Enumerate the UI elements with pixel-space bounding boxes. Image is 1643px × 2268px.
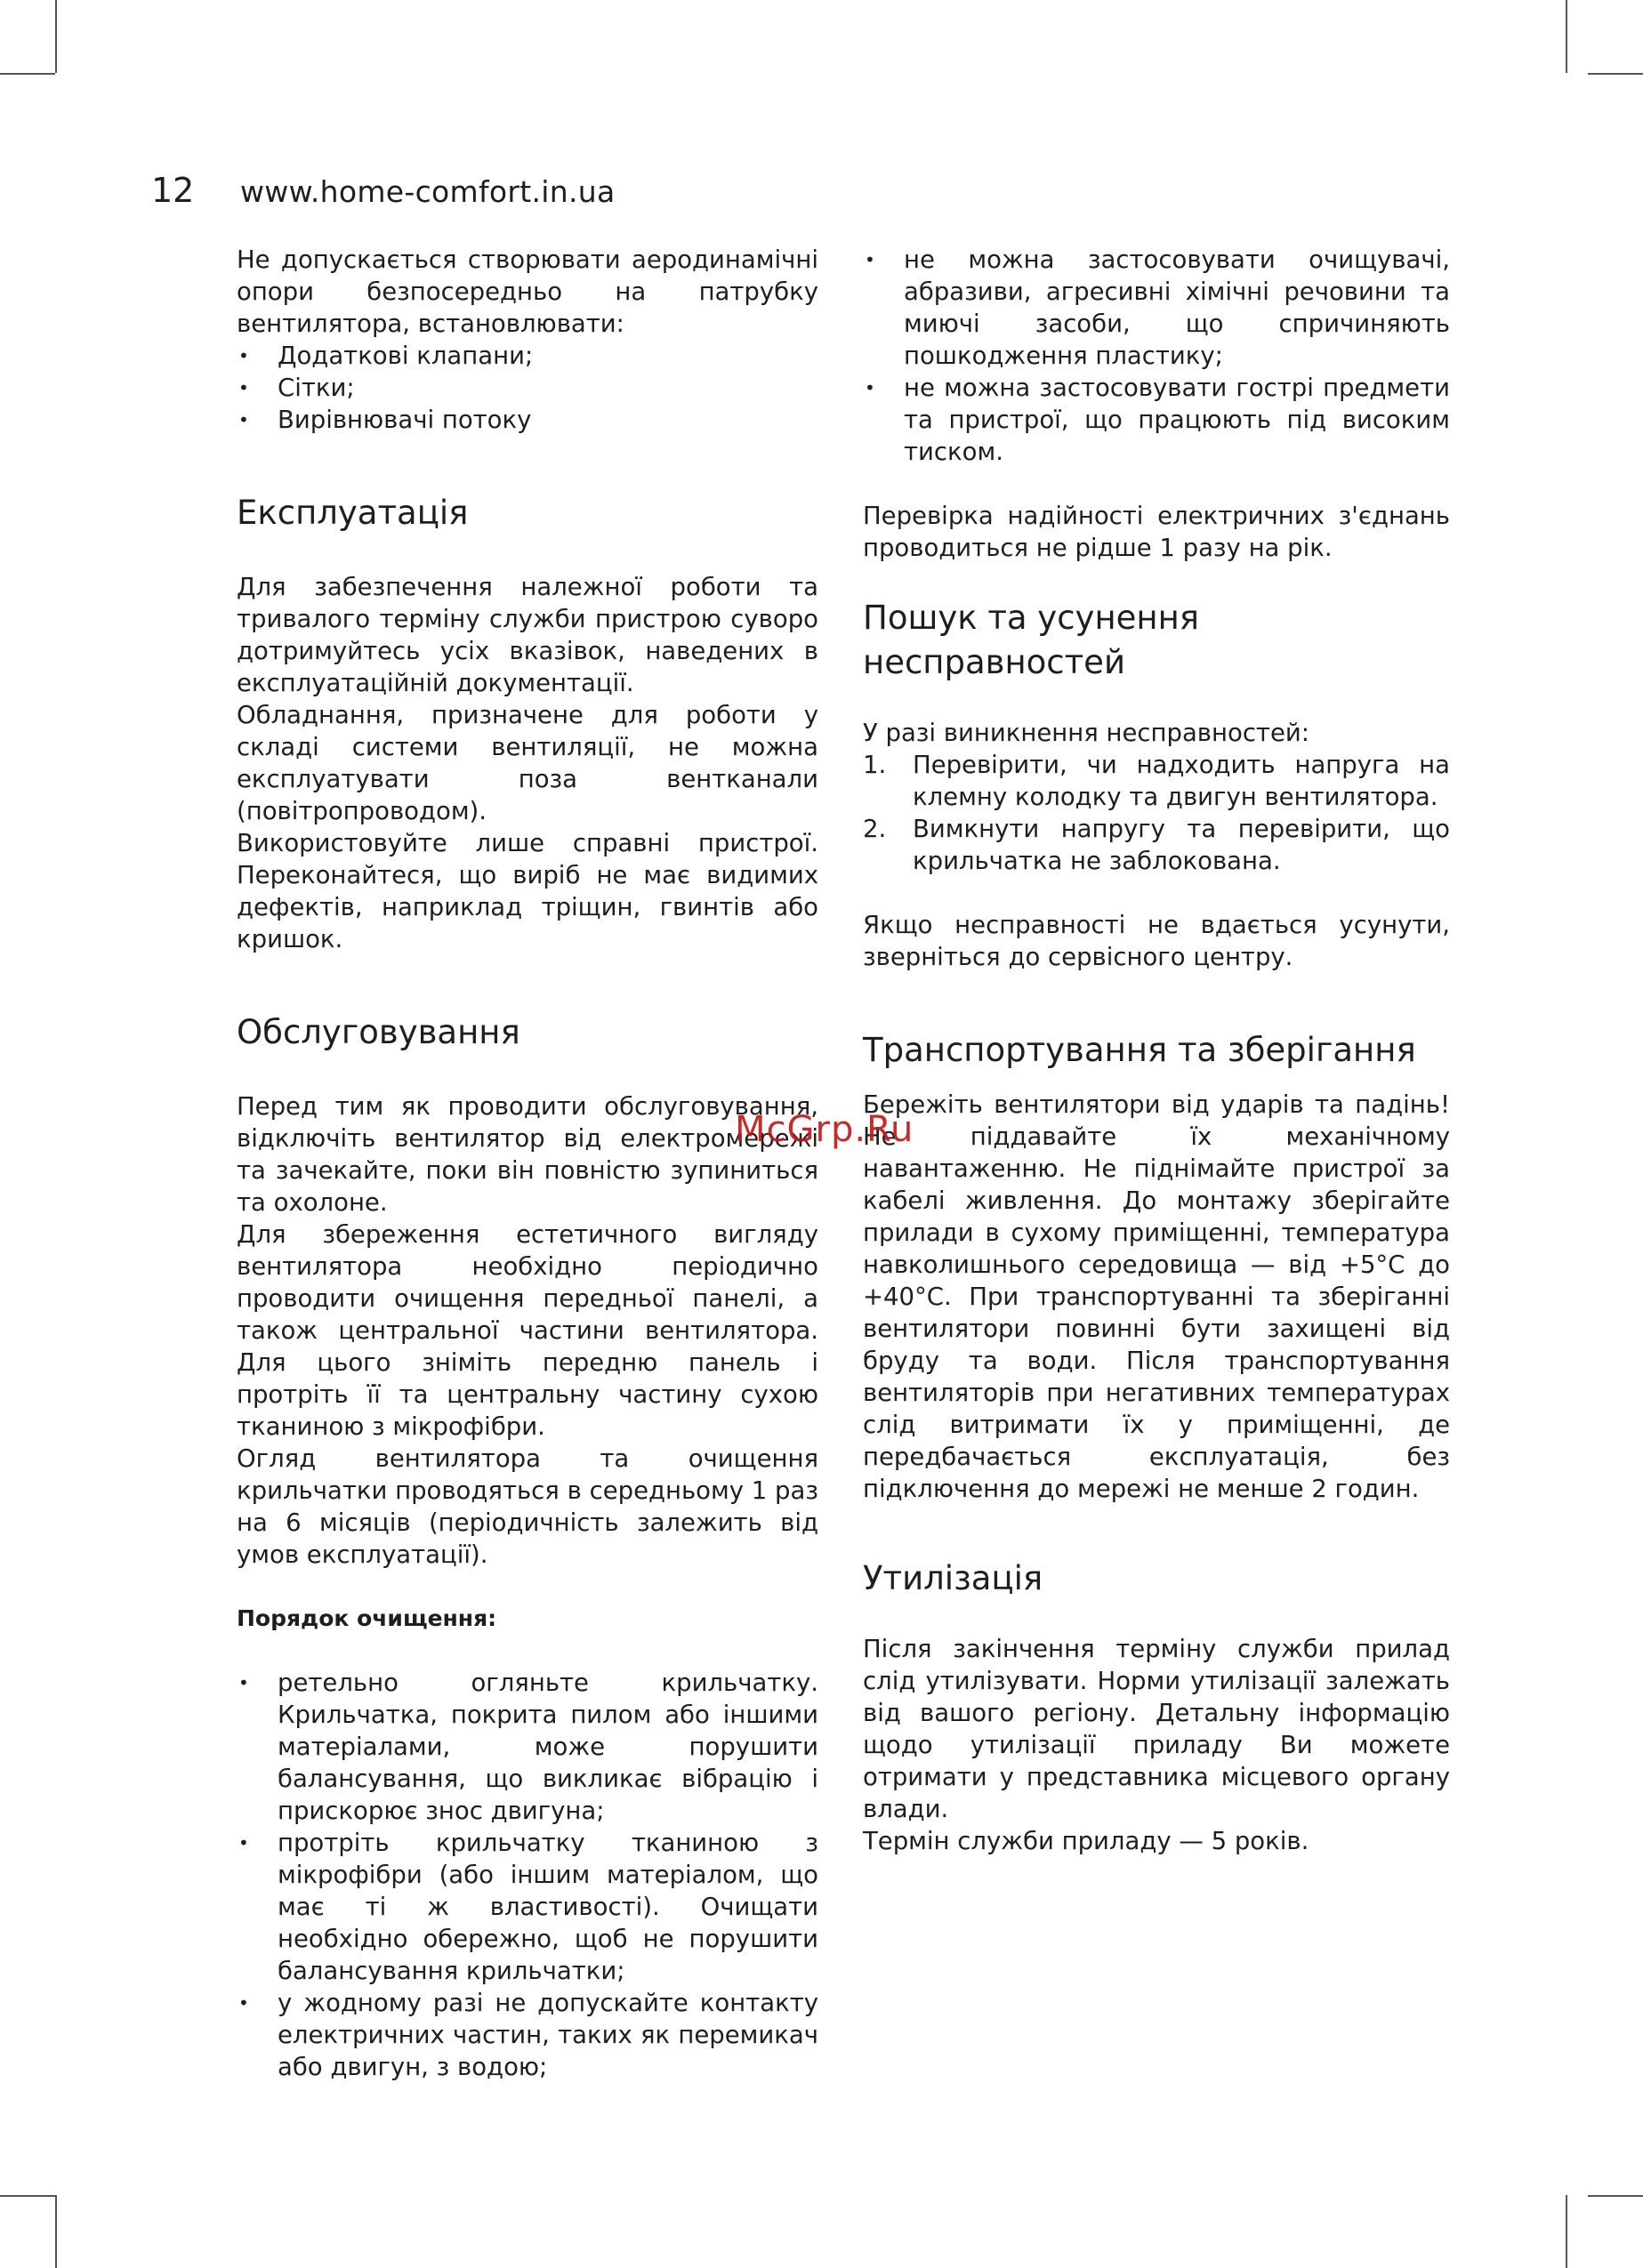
website-url: www.home-comfort.in.ua (240, 174, 616, 209)
right-column (863, 244, 1450, 1857)
lifetime-text: Термін служби приладу — 5 років. (863, 1827, 1309, 1855)
crop-mark (1588, 2195, 1643, 2197)
crop-mark (1566, 2195, 1567, 2268)
section-title-maintenance: Обслуговування (237, 1013, 520, 1051)
list-item (863, 749, 1450, 813)
crop-mark (55, 2195, 57, 2268)
paragraph: Перед тим як проводити обслуговування, відключіть вентилятор від електромережі та зачекайте, поки він повністю зупиниться та охолоне. (237, 1092, 818, 1217)
transport-text: Бережіть вентилятори від ударів та падінь! Не піддавайте їх механічному навантаженню. Не піднімайте пристрої за кабелі живлення. До монтажу зберігайте прилади в сухому приміщенні, температура навколишнього середовища — від +5°C до +40°C. При транспортуванні та зберіганні вентилятори повинні бути захищені від бруду та води. Після транспортування вентиляторів при негативних температурах слід витримати їх у приміщенні, де передбачається експлуатація, без підключення до мережі не менше 2 годин. (863, 1090, 1450, 1503)
paragraph: Використовуйте лише справні пристрої. Переконайтеся, що виріб не має видимих дефектів, наприклад тріщин, гвинтів або кришок. (237, 829, 818, 953)
crop-mark (1566, 0, 1567, 73)
paragraph: Для збереження естетичного вигляду вентилятора необхідно періодично проводити очищення передньої панелі, а також центральної частини вентилятора. Для цього зніміть передню панель і протріть її та центральну частину сухою тканиною з мікрофібри. (237, 1220, 818, 1441)
operation-body (237, 571, 818, 955)
left-column (237, 244, 818, 2083)
intro-text: Не допускається створювати аеродинамічні опори безпосередньо на патрубку вентилятора, встановлювати: (237, 245, 818, 338)
watermark: McGrp.Ru (735, 1109, 914, 1150)
cleaning-label: Порядок очищення: (237, 1605, 497, 1631)
section-title-transport: Транспортування та зберігання (863, 1031, 1416, 1069)
crop-mark (0, 73, 55, 75)
intro-list (237, 340, 818, 436)
step-number: 2. (863, 815, 887, 843)
service-center-text: Якщо несправності не вдається усунути, зверніться до сервісного центру. (863, 911, 1450, 971)
list-item: • у жодному разі не допускайте контакту електричних частин, таких як перемикач або двигун, з водою; (237, 1987, 818, 2083)
paragraph: Обладнання, призначене для роботи у складі системи вентиляції, не можна експлуатувати поза вентканали (повітропроводом). (237, 701, 818, 825)
paragraph: Огляд вентилятора та очищення крильчатки проводяться в середньому 1 раз на 6 місяців (періодичність залежить від умов експлуатації). (237, 1444, 818, 1569)
section-title-operation: Експлуатація (237, 494, 469, 532)
list-item: • ретельно огляньте крильчатку. Крильчатка, покрита пилом або іншими матеріалами, може порушити балансування, що викликає вібрацію і прискорює знос двигуна; (237, 1667, 818, 1827)
step-text: Вимкнути напругу та перевірити, що крильчатка не заблокована. (913, 815, 1450, 875)
list-item: • Сітки; (237, 372, 818, 404)
cleaning-list (237, 1667, 818, 2083)
section-title-troubleshooting (863, 596, 1450, 685)
section-title-disposal: Утилізація (863, 1559, 1043, 1597)
cleaning-list-continued (863, 244, 1450, 468)
disposal-text: Після закінчення терміну служби прилад слід утилізувати. Норми утилізації залежать від вашого регіону. Детальну інформацію щодо утилізації приладу Ви можете отримати у представника місцевого органу влади. (863, 1635, 1450, 1823)
step-number: 1. (863, 751, 887, 779)
title-line: несправностей (863, 643, 1125, 681)
step-text: Перевірити, чи надходить напруга на клемну колодку та двигун вентилятора. (913, 751, 1450, 811)
page-number: 12 (151, 171, 195, 210)
crop-mark (1588, 73, 1643, 75)
page-header (151, 171, 616, 212)
paragraph: Для забезпечення належної роботи та тривалого терміну служби пристрою суворо дотримуйтесь усіх вказівок, наведених в експлуатаційній документації. (237, 573, 818, 697)
title-line: Пошук та усунення (863, 599, 1200, 637)
list-item: • не можна застосовувати очищувачі, абразиви, агресивні хімічні речовини та миючі засоби, що спричиняють пошкодження пластику; (863, 244, 1450, 372)
connection-check-text: Перевірка надійності електричних з'єднань проводиться не рідше 1 разу на рік. (863, 502, 1450, 562)
maintenance-body (237, 1090, 818, 1571)
list-item: • не можна застосовувати гострі предмети та пристрої, що працюють під високим тиском. (863, 372, 1450, 468)
list-item: • Вирівнювачі потоку (237, 404, 818, 436)
crop-mark (0, 2195, 55, 2197)
crop-mark (55, 0, 57, 73)
troubleshooting-steps (863, 749, 1450, 877)
list-item (863, 813, 1450, 877)
list-item: • Додаткові клапани; (237, 340, 818, 372)
troubleshooting-intro: У разі виникнення несправностей: (863, 719, 1310, 747)
list-item: • протріть крильчатку тканиною з мікрофібри (або іншим матеріалом, що має ті ж властивості). Очищати необхідно обережно, щоб не порушити балансування крильчатки; (237, 1827, 818, 1987)
